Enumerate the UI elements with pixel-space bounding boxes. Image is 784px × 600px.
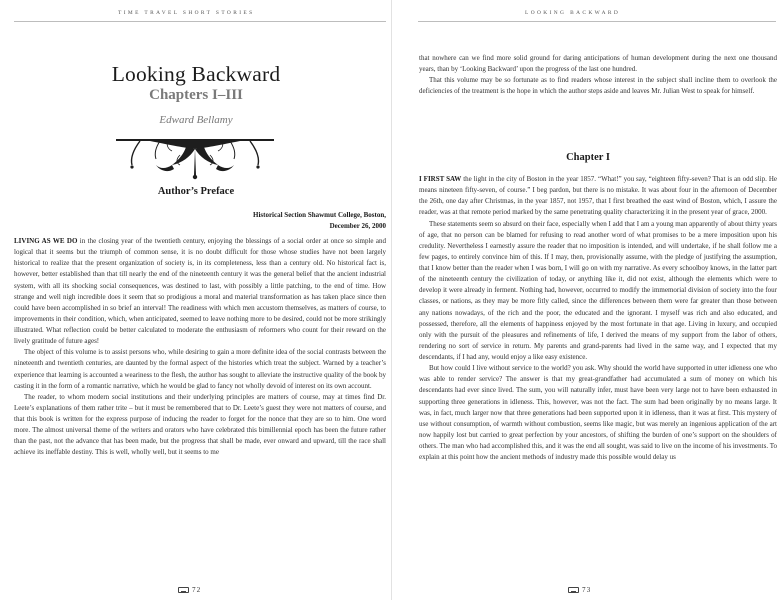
paragraph-text: These statements seem so absurd on their face, especially when I add that I am a young man apparently of about thirty years of age, that no person can be blamed for refusing to read another word of what promises to be a mere imposition upon his credulity. Nevertheless I earnestly assure the reader that no imposition is intended, and will undertake, if he shall follow me a few pages, to entirely convince him of this. If I may, then, provisionally assume, with the pledge of justifying the assumption, that I know better than the reader when I was born, I will go on with my narrative. As every schoolboy knows, in the latter part of the nineteenth century the civilization of today, or anything like it, did not exist, although the elements which were to develop it were already in ferment. Nothing had, however, occurred to modify the immemorial division of society into the four classes, or nations, as they may be more fitly called, since the differences between them were far greater than those between any nations nowadays, of the rich and the poor, the educated and the ignorant. I myself was rich and also educated, and possessed, therefore, all the elements of happiness enjoyed by the most fortunate in that age. Living in luxury, and occupied only with the pursuit of the pleasures and refinements of life, I derived the means of my support from the labor of others, rendering no sort of service in return. My parents and grand-parents had lived in the same way, and I expected that my descendants, if I had any, would enjoy a like easy existence. [419,219,777,361]
page-number-value: 73 [582,586,592,594]
paragraph [419,363,777,463]
paragraph-lead: I FIRST SAW [419,175,462,183]
paragraph-text: in the closing year of the twentieth century, enjoying the blessings of a social order at once so simple and logical that it seems but the triumph of common sense, it is no doubt difficult for those whose studies have not been largely historical to realize that the present organization of society is, in its completeness, less than a century old. No historical fact is, however, better established than that till nearly the end of the nineteenth century it was the general belief that the ancient industrial system, with all its shocking social consequences, was destined to last, with possibly a little patching, to the end of time. How strange and well nigh incredible does it seem that so prodigious a moral and material transformation as has taken place since then could have been accomplished in so brief an interval! The readiness with which men accustom themselves, as matters of course, to improvements in their condition, which, when anticipated, seemed to leave nothing more to be desired, could not be more strikingly illustrated. What reflection could be better calculated to moderate the enthusiasm of reformers who count for their reward on the lively gratitude of future ages! [14,237,386,346]
paragraph [419,219,777,364]
paragraph [14,392,386,459]
book-title: Looking Backward [111,62,281,86]
header-rule [418,21,776,22]
floral-flourish-icon [110,135,280,185]
running-head: LOOKING BACKWARD [525,10,621,16]
book-icon [568,587,579,593]
paragraph: That this volume may be so fortunate as to find readers whose interest in the subject shall incline them to overlook the deficiencies of the treatment is the hope in which the author steps aside and leaves Mr. Julian West to speak for himself. [419,76,777,96]
section-heading: Author’s Preface [157,186,235,197]
book-icon [178,587,189,593]
paragraph-text: But how could I live without service to the world? you ask. Why should the world have supported in utter idleness one who was able to render service? The answer is that my great-grandfather had accumulated a sum of money on which his descendants had ever since lived. The sum, you will naturally infer, must have been very large not to have been exhausted in supporting three generations in idleness. This, however, was not the fact. The sum had been originally by no means large. It was, in fact, much larger now that three generations had been supported upon it in idleness, than it was at first. This mystery of use without consumption, of warmth without combustion, seems like magic, but was merely an ingenious application of the art now happily lost but carried to great perfection by your ancestors, of shifting the burden of one’s support on the shoulders of others. The man who had accomplished this, and it was the end all sought, was said to live on the income of his investments. To explain at this point how the ancient methods of industry made this possible would delay us [419,364,777,462]
header-rule [14,21,386,22]
paragraph [14,236,386,347]
paragraph: that nowhere can we find more solid ground for daring anticipations of human development during the next one thousand years, than by ‘Looking Backward’ upon the progress of the last one hundred. [419,54,777,74]
paragraph [14,347,386,392]
paragraph-lead: LIVING AS WE DO [14,237,78,245]
chapter-text [419,174,777,584]
paragraph [419,174,777,219]
page-number [568,586,591,594]
preface-text [14,236,386,586]
page-number-value: 72 [192,586,202,594]
chapter-heading: Chapter I [566,152,610,163]
chapters-subtitle: Chapters I–III [149,87,243,103]
dateline [253,210,386,232]
right-page [392,0,784,600]
dateline-line1: Historical Section Shawmut College, Boston, [253,211,386,219]
preface-continuation [419,53,777,98]
paragraph-text: The reader, to whom modern social institutions and their underlying principles are matters of course, may at times find Dr. Leete’s explanations of them rather trite – but it must be remembered that to Dr. Leete’s guest they were not matters of course, and that this book is written for the express purpose of inducing the reader to forget for the nonce that they are so to him. One word more. The almost universal theme of the writers and orators who have celebrated this bimillennial epoch has been the future rather than the past, not the advance that has been made, but the progress that shall be made, ever onward and upward, till the race shall achieve its ineffable destiny. This is well, wholly well, but it seems to me [14,392,386,457]
running-head: TIME TRAVEL SHORT STORIES [118,10,255,16]
dateline-line2: December 26, 2000 [329,222,386,230]
paragraph-text: The object of this volume is to assist persons who, while desiring to gain a more definite idea of the social contrasts between the nineteenth and twentieth centuries, are daunted by the formal aspect of the histories which treat the subject. Warned by a teacher’s experience that learning is accounted a weariness to the flesh, the author has sought to alleviate the instructive quality of the book by casting it in the form of a romantic narrative, which he would be glad to fancy not wholly devoid of interest on its own account. [14,348,386,390]
author-name: Edward Bellamy [159,114,233,126]
paragraph-text: the light in the city of Boston in the year 1857. “What!” you say, “eighteen fifty-seven? That is an odd slip. He means nineteen fifty-seven, of course.” I beg pardon, but there is no mistake. It was about four in the afternoon of December the 26th, one day after Christmas, in the year 1857, not 1957, that I first breathed the east wind of Boston, which, I assure the reader, was at that remote period marked by the same penetrating quality characterizing it in the present year of grace, 2000. [419,175,777,217]
page-number [178,586,201,594]
